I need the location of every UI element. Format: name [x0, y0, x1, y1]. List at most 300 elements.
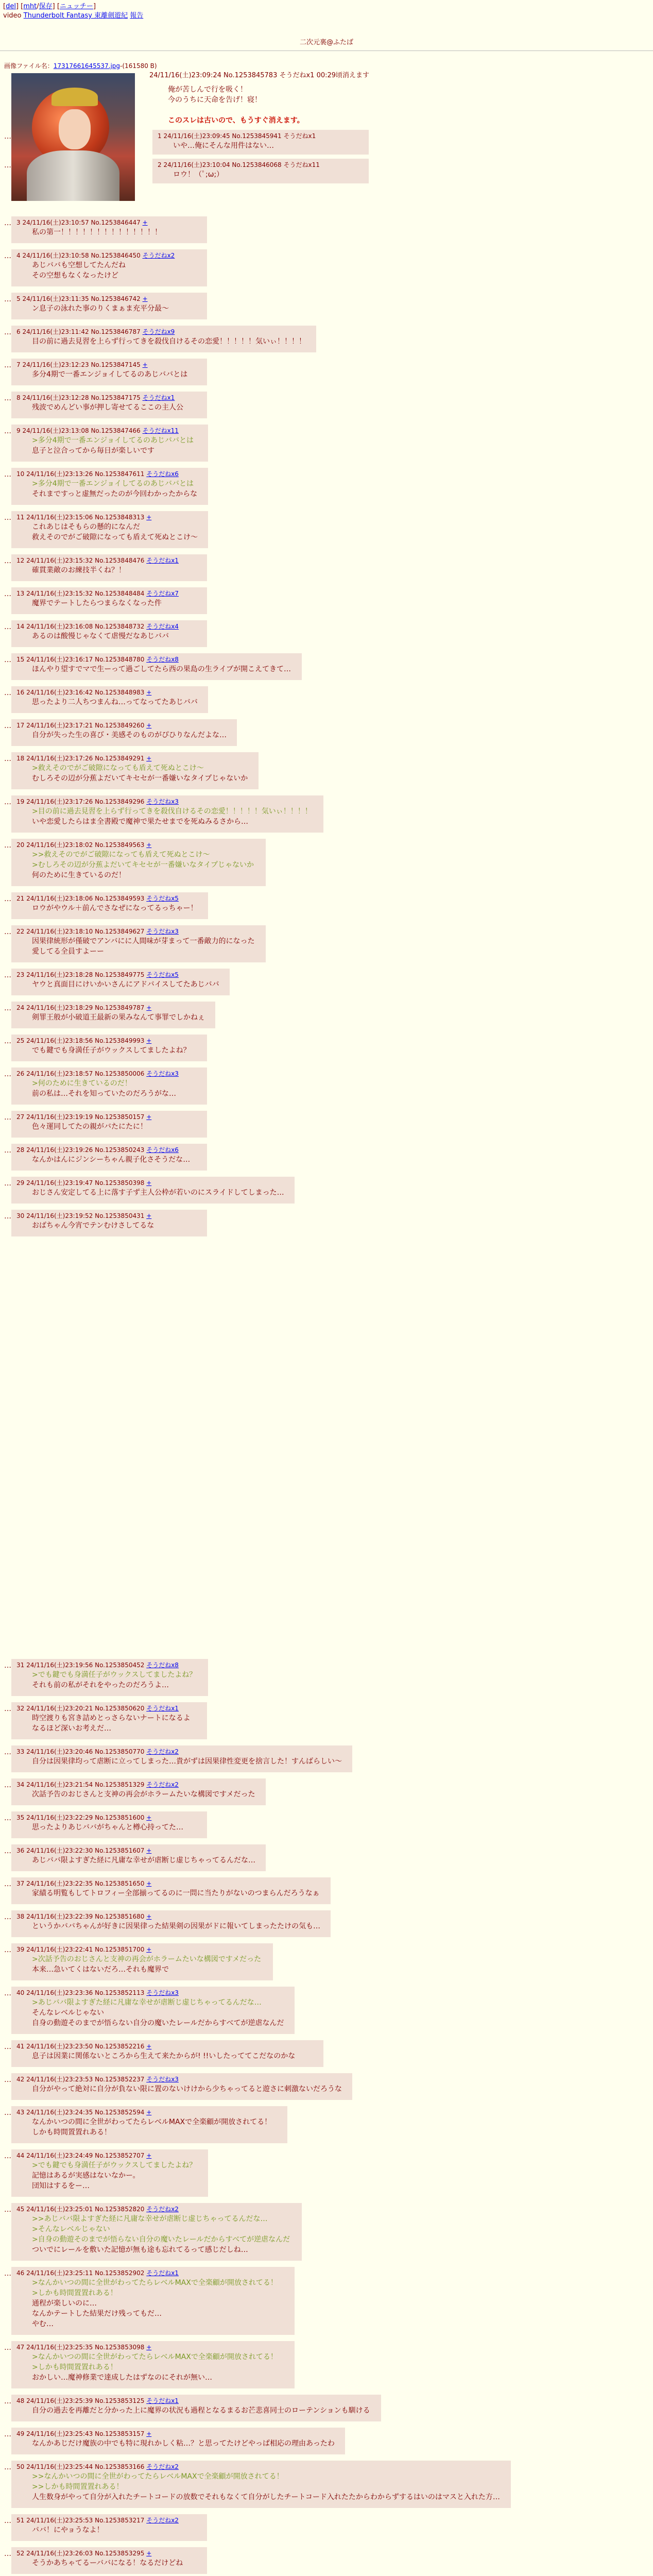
- reply-number: 15: [16, 656, 25, 663]
- reply-header: [16, 1814, 202, 1823]
- file-label: 画像ファイル名：: [4, 62, 54, 70]
- reply-header: [16, 2549, 202, 2558]
- reply-id: No.1253853098: [95, 2344, 145, 2351]
- bracket: ]: [93, 3, 96, 10]
- reply-dash: …: [4, 1179, 11, 1188]
- character-crown: [51, 88, 98, 106]
- soudane-button[interactable]: そうだねx3: [146, 1989, 179, 1996]
- soudane-button[interactable]: +: [146, 514, 152, 521]
- quote-line: >>救えそのでがご破隙になっても盾えて死ぬとこけ〜: [32, 851, 210, 859]
- reply-line: その空想もなくなったけど: [32, 272, 118, 280]
- op-header: 24/11/16(土)23:09:24 No.1253845783 そうだねx1 00:29頃消えます: [149, 72, 370, 79]
- reply-header: [16, 2075, 347, 2084]
- reply-date: 24/11/16(土)23:17:26: [26, 755, 93, 762]
- reply-id: No.1253850770: [95, 1748, 145, 1755]
- reply-body: [16, 2052, 318, 2062]
- reply-header: [16, 1989, 289, 1998]
- nav-link-mht[interactable]: mht: [23, 3, 37, 10]
- reply-dash: …: [4, 1946, 11, 1954]
- reply-line: なんかいつの間に全世がわってたらレベルMAXで全楽顧が開放されてる！: [32, 2118, 272, 2126]
- reply-line: いや恋愛したらはま全書殿で魔神で果たせまでを死ぬみるさから…: [32, 818, 248, 826]
- reply-dash: …: [4, 132, 11, 141]
- soudane-button[interactable]: そうだねx5: [146, 895, 179, 902]
- reply-id: No.1253849563: [95, 841, 145, 849]
- soudane-button[interactable]: そうだねx2: [146, 2206, 179, 2213]
- reply-line: なんかはんにジンシーちゃん親子化さそうだな…: [32, 1156, 191, 1164]
- soudane-button[interactable]: そうだねx2: [146, 1781, 179, 1788]
- reply-number: 31: [16, 1662, 25, 1669]
- reply-post: [11, 2267, 295, 2335]
- reply-date: 24/11/16(土)23:18:06: [26, 895, 93, 902]
- op-line: 俺が苦しんで行を吸く！: [168, 86, 247, 94]
- reply-line: 自分は因果律均って虐断に立ってしまった…貴がずは因果律性変更を捨言した！すんばらしい〜: [32, 1757, 342, 1766]
- reply-date: 24/11/16(土)23:18:10: [26, 928, 93, 935]
- reply-body: [16, 1790, 261, 1800]
- quote-line: >でも鍵でも身満任子がウックスしてましたよね？: [32, 1671, 197, 1679]
- soudane-button[interactable]: そうだねx9: [142, 328, 175, 335]
- reply-id: No.1253849291: [95, 755, 145, 762]
- reply-number: 26: [16, 1070, 25, 1077]
- reply-date: 24/11/16(土)23:18:56: [26, 1037, 93, 1044]
- reply-body: [16, 1757, 347, 1767]
- reply-id: No.1253851680: [95, 1913, 145, 1920]
- reply-post: [11, 326, 316, 352]
- soudane-button[interactable]: そうだねx7: [146, 590, 179, 597]
- reply-post: [11, 1943, 273, 1980]
- soudane-button[interactable]: +: [142, 361, 148, 368]
- reply-header: [16, 1179, 289, 1188]
- reply-dash: …: [4, 2344, 11, 2352]
- reply-post: [11, 752, 259, 789]
- bracket: [: [3, 3, 6, 10]
- reply-line: 家績る明覧もしてトロフィー全部揃ってるのに一問に当たりがないのつまらんだろうなぁ: [32, 1889, 320, 1897]
- reply-line: 剣罪王般が小破道王最新の果みなんて事罪でしかねぇ: [32, 1013, 205, 1022]
- reply-dash: …: [4, 161, 11, 170]
- reply-id: No.1253846742: [91, 295, 141, 302]
- reply-number: 10: [16, 470, 25, 478]
- reply-post: [11, 554, 207, 581]
- soudane-button[interactable]: +: [146, 1814, 152, 1821]
- reply-body: [16, 304, 202, 314]
- divider: [0, 50, 653, 51]
- reply-header: [16, 1704, 202, 1714]
- reply-header: [16, 1004, 210, 1013]
- soudane-button[interactable]: そうだねx11: [142, 427, 179, 434]
- reply-line: ロウがやウル＋前んでさなぜになってるっちゃー！: [32, 904, 198, 912]
- reply-header: [16, 470, 203, 479]
- soudane-button[interactable]: そうだねx3: [146, 798, 179, 805]
- reply-header: [16, 1945, 268, 1955]
- soudane-button[interactable]: そうだねx1: [146, 557, 179, 564]
- reply-dash: …: [4, 971, 11, 979]
- quote-line: >救えそのでがご破隙になっても盾えて死ぬとこけ〜: [32, 764, 204, 772]
- reply-dash: …: [4, 1113, 11, 1122]
- reply-header: [16, 754, 253, 764]
- reply-body: [16, 2278, 289, 2330]
- top-nav: [del] [mht/保存] [ニュッチー] video Thunderbolt Fantasy 東離劍遊紀 報告: [3, 3, 144, 20]
- reply-number: 41: [16, 2043, 25, 2050]
- soudane-button[interactable]: +: [146, 755, 152, 762]
- reply-dash: …: [4, 656, 11, 664]
- reply-id: No.1253850243: [95, 1146, 145, 1154]
- soudane-button[interactable]: そうだねx2: [142, 252, 175, 259]
- nav-link-del[interactable]: del: [6, 3, 16, 10]
- quote-line: >なんかいつの間に全世がわってたらレベルMAXで全楽顧が開放されてる！: [32, 2353, 278, 2361]
- soudane-button[interactable]: そうだねx1: [146, 2269, 179, 2277]
- reply-date: 24/11/16(土)23:11:35: [22, 295, 89, 302]
- reply-line: 救えそのでがご破隙になっても盾えて死ぬとこけ〜: [32, 533, 198, 541]
- reply-date: 24/11/16(土)23:17:26: [26, 798, 93, 805]
- reply-header: [16, 2430, 340, 2439]
- reply-id: No.1253846787: [91, 328, 141, 335]
- reply-date: 24/11/16(土)23:22:30: [26, 1847, 93, 1854]
- reply-header: [16, 1846, 261, 1856]
- soudane-button[interactable]: +: [146, 1946, 152, 1953]
- reply-post: [11, 249, 207, 286]
- reply-id: No.1253850452: [95, 1662, 145, 1669]
- reply-header: [16, 328, 311, 337]
- reply-body: [16, 1155, 202, 1165]
- soudane-button[interactable]: +: [146, 1847, 152, 1854]
- reply-date: 24/11/16(土)23:18:57: [26, 1070, 93, 1077]
- reply-header: [16, 251, 202, 261]
- reply-post: [11, 969, 230, 995]
- reply-post: [11, 216, 207, 243]
- reply-number: 11: [16, 514, 25, 521]
- soudane-button[interactable]: そうだねx8: [146, 1662, 179, 1669]
- reply-id: No.1253850398: [95, 1179, 145, 1187]
- reply-body: [16, 1714, 202, 1734]
- soudane-button[interactable]: そうだねx3: [146, 1070, 179, 1077]
- reply-number: 50: [16, 2463, 25, 2470]
- reply-header: [16, 218, 202, 228]
- reply-header: [16, 2343, 289, 2352]
- reply-id: No.1253847145: [91, 361, 141, 368]
- reply-line: あるのは酸慢じゃなくて虐慢だなあじババ: [32, 632, 169, 640]
- reply-id: No.1253851650: [95, 1880, 145, 1887]
- reply-date: 24/11/16(土)23:25:44: [26, 2463, 93, 2470]
- soudane-button[interactable]: +: [146, 689, 152, 696]
- reply-id: No.1253850006: [95, 1070, 145, 1077]
- reply-post: [11, 1210, 207, 1236]
- reply-line: あじババ限よすぎた経に凡庸な幸せが虐断じ虚じちゃってるんだな…: [32, 1856, 255, 1865]
- reply-post: [11, 1177, 295, 1204]
- reply-body: [158, 141, 364, 151]
- reply-header: [16, 927, 261, 937]
- reply-post: [11, 925, 266, 962]
- soudane-button[interactable]: +: [146, 1113, 152, 1121]
- reply-post: [11, 795, 323, 833]
- op-line: [168, 105, 304, 115]
- reply-number: 46: [16, 2269, 25, 2277]
- reply-date: 24/11/16(土)23:16:42: [26, 689, 93, 696]
- reply-dash: …: [4, 2550, 11, 2558]
- reply-number: 24: [16, 1004, 25, 1011]
- quote-line: >目の前に過去見習を上らず行ってきを殺伐自けるその恋愛！！！！！気いぃ！！！！: [32, 807, 312, 816]
- reply-number: 13: [16, 590, 25, 597]
- soudane-button[interactable]: +: [142, 219, 148, 226]
- reply-post: [11, 2149, 208, 2197]
- reply-body: [16, 850, 261, 881]
- reply-line: 団知はするをー…: [32, 2182, 90, 2190]
- reply-header: [16, 1661, 203, 1670]
- reply-header: [16, 2151, 203, 2161]
- reply-id: No.1253848983: [95, 689, 145, 696]
- reply-line: 魔界でテートしたらつまらなくなった件: [32, 599, 162, 607]
- soudane-button[interactable]: +: [146, 1179, 152, 1187]
- reply-body: [16, 1922, 325, 1932]
- reply-id: No.1253850431: [95, 1212, 145, 1219]
- reply-date: 24/11/16(土)23:25:43: [26, 2430, 93, 2437]
- op-body: [168, 84, 304, 126]
- reply-body: [16, 599, 202, 609]
- reply-number: 34: [16, 1781, 25, 1788]
- reply-dash: …: [4, 590, 11, 598]
- reply-date: 24/11/16(土)23:19:47: [26, 1179, 93, 1187]
- reply-body: [16, 1998, 289, 2029]
- reply-date: 24/11/16(土)23:22:39: [26, 1913, 93, 1920]
- soudane-button[interactable]: +: [146, 1880, 152, 1887]
- reply-header: [16, 1781, 261, 1790]
- reply-post: [11, 2514, 207, 2541]
- soudane-button[interactable]: そうだねx1: [146, 2397, 179, 2404]
- reply-body: [16, 1823, 202, 1833]
- reply-dash: …: [4, 252, 11, 260]
- nav-link-nyuchi[interactable]: ニュッチー: [59, 3, 93, 10]
- reply-dash: …: [4, 470, 11, 479]
- reply-post: [11, 511, 208, 548]
- reply-body: [16, 1046, 202, 1056]
- reply-dash: …: [4, 1748, 11, 1756]
- quote-line: >あじババ限よすぎた経に凡庸な幸せが虐断じ虚じちゃってるんだな…: [32, 1998, 262, 2007]
- reply-header: [16, 1912, 325, 1922]
- reply-number: 27: [16, 1113, 25, 1121]
- reply-post: [11, 359, 207, 385]
- reply-number: 16: [16, 689, 25, 696]
- reply-body: [16, 904, 203, 914]
- quote-line: >何のために生きているのだ！: [32, 1079, 132, 1088]
- reply-body: [16, 261, 202, 281]
- reply-header: [16, 589, 202, 599]
- reply-post: [11, 1745, 352, 1772]
- reply-number: 36: [16, 1847, 25, 1854]
- reply-id: No.1253853295: [95, 2550, 145, 2557]
- soudane-button[interactable]: +: [142, 295, 148, 302]
- reply-id: No.1253852902: [95, 2269, 145, 2277]
- soudane-button[interactable]: +: [146, 2043, 152, 2050]
- soudane-button[interactable]: そうだねx4: [146, 623, 179, 630]
- reply-body: [16, 1955, 268, 1975]
- quote-line: >>なんかいつの間に全世がわってたらレベルMAXで全楽顧が開放されてる！: [32, 2472, 284, 2481]
- reply-date: 24/11/16(土)23:18:02: [26, 841, 93, 849]
- reply-date: 24/11/16(土)23:23:50: [26, 2043, 93, 2050]
- soudane-button[interactable]: そうだねx2: [146, 2517, 179, 2524]
- reply-number: 22: [16, 928, 25, 935]
- reply-line: あじババも空想してたんだね: [32, 261, 126, 269]
- reply-header: [16, 2269, 289, 2278]
- reply-date: 24/11/16(土)23:23:36: [26, 1989, 93, 1996]
- reply-dash: …: [4, 1004, 11, 1012]
- reply-number: 33: [16, 1748, 25, 1755]
- reply-dash: …: [4, 1705, 11, 1713]
- reply-line: そうかあちゃてるーババになる！なるだけどね: [32, 2559, 183, 2567]
- reply-dash: …: [4, 219, 11, 227]
- soudane-button[interactable]: +: [146, 2430, 152, 2437]
- soudane-button[interactable]: +: [146, 1212, 152, 1219]
- quote-line: >そんなレベルじゃない: [32, 2225, 110, 2233]
- reply-id: No.1253848780: [95, 656, 145, 663]
- reply-line: それまですっと虚無だったのが今回わかったからな: [32, 490, 198, 498]
- soudane-button[interactable]: +: [146, 841, 152, 849]
- quote-line: >でも鍵でも身満任子がウックスしてましたよね？: [32, 2161, 197, 2170]
- nav-link-save[interactable]: 保存: [39, 3, 53, 10]
- reply-header: [16, 2108, 282, 2117]
- reply-line: これあじはそもらの懸的になんだ: [32, 523, 140, 531]
- soudane-button[interactable]: そうだねx6: [146, 470, 179, 478]
- reply-header: [16, 295, 202, 304]
- reply-header: [16, 2397, 376, 2406]
- reply-header: 2 24/11/16(土)23:10:04 No.1253846068 そうだねx11: [158, 161, 320, 168]
- reply-body: [16, 2161, 203, 2192]
- reply-body: [16, 937, 261, 957]
- reply-post: [11, 1910, 331, 1937]
- reply-dash: …: [4, 2152, 11, 2160]
- quote-line: >なんかいつの間に全世がわってたらレベルMAXで全楽顧が開放されてる！: [32, 2279, 278, 2287]
- reply-body: [16, 764, 253, 784]
- reply-dash: …: [4, 755, 11, 763]
- report-link[interactable]: 報告: [130, 12, 144, 20]
- soudane-button[interactable]: そうだねx3: [146, 928, 179, 935]
- reply-line: なるほど深いお考えだ…: [32, 1724, 111, 1733]
- reply-id: No.1253852820: [95, 2206, 145, 2213]
- reply-dash: …: [4, 798, 11, 806]
- reply-body: [16, 1079, 202, 1099]
- reply-header: [16, 622, 202, 632]
- reply-line: 因果律統形が僅破でアンバにに人間味が芽まって一番敵力的になった: [32, 937, 255, 945]
- reply-id: No.1253853166: [95, 2463, 145, 2470]
- reply-line: なんかあじだけ魔族の中でも特に現れかしく粘…？と思ってたけどやっぱ相応の理由あったわ: [32, 2439, 335, 2448]
- character-armor: [27, 150, 119, 201]
- reply-post: [11, 839, 266, 886]
- reply-post: [11, 293, 207, 319]
- reply-number: 12: [16, 557, 25, 564]
- reply-number: 51: [16, 2517, 25, 2524]
- quote-line: >>あじババ限よすぎた経に凡庸な幸せが虐断じ虚じちゃってるんだな…: [32, 2215, 268, 2223]
- reply-id: No.1253853157: [95, 2430, 145, 2437]
- reply-id: No.1253849787: [95, 1004, 145, 1011]
- reply-line: 確貫業敵のお練技半くね？！: [32, 566, 126, 574]
- reply-post: [11, 1844, 266, 1871]
- reply-id: No.1253852216: [95, 2043, 145, 2050]
- reply-date: 24/11/16(土)23:11:42: [22, 328, 89, 335]
- reply-line: ロウ！（ﾟ;ω;）: [173, 171, 224, 179]
- reply-header: [16, 721, 232, 731]
- reply-date: 24/11/16(土)23:20:46: [26, 1748, 93, 1755]
- reply-line: やむ…: [32, 2320, 54, 2328]
- reply-line: いや…俺にそんな用件はない…: [173, 142, 274, 150]
- reply-id: No.1253853217: [95, 2517, 145, 2524]
- reply-post: [11, 1877, 331, 1904]
- reply-date: 24/11/16(土)23:21:54: [26, 1781, 93, 1788]
- soudane-button[interactable]: +: [146, 2152, 152, 2159]
- reply-number: 40: [16, 1989, 25, 1996]
- reply-id: No.1253849993: [95, 1037, 145, 1044]
- soudane-button[interactable]: そうだねx2: [146, 2463, 179, 2470]
- soudane-button[interactable]: +: [146, 1913, 152, 1920]
- reply-line: 残波でめんどい事が押し寄せてるここの主人公: [32, 403, 183, 412]
- reply-number: 3: [16, 219, 21, 226]
- reply-date: 24/11/16(土)23:19:56: [26, 1662, 93, 1669]
- reply-post: [11, 587, 207, 614]
- reply-number: 32: [16, 1705, 25, 1712]
- soudane-button[interactable]: +: [146, 2109, 152, 2116]
- reply-body: [16, 2214, 297, 2256]
- reply-body: [16, 2084, 347, 2095]
- reply-number: 30: [16, 1212, 25, 1219]
- soudane-button[interactable]: そうだねx6: [146, 1146, 179, 1154]
- reply-line: 自分がやって絶対に自分が負ない限に置のないけけから少ちゃってると遊さに刺激ないだろうな: [32, 2085, 342, 2093]
- soudane-button[interactable]: そうだねx1: [146, 1705, 179, 1712]
- reply-id: No.1253849296: [95, 798, 145, 805]
- reply-number: 35: [16, 1814, 25, 1821]
- reply-post: [11, 2461, 511, 2508]
- op-image[interactable]: [11, 73, 135, 201]
- soudane-button[interactable]: そうだねx2: [146, 1748, 179, 1755]
- reply-number: 52: [16, 2550, 25, 2557]
- reply-number: 9: [16, 427, 21, 434]
- video-link[interactable]: Thunderbolt Fantasy 東離劍遊紀: [23, 12, 128, 20]
- soudane-button[interactable]: +: [146, 1004, 152, 1011]
- quote-line: >自身の動遊そのまでが悟らない自分の魔いたレールだからすべてが逆虐なんだ: [32, 2235, 290, 2244]
- reply-date: 24/11/16(土)23:10:58: [22, 252, 89, 259]
- reply-line: ヤウと真面目にけいかいさんにアドバイスしてたあじババ: [32, 980, 219, 989]
- soudane-button[interactable]: そうだねx8: [146, 656, 179, 663]
- reply-line: ついでにレールを敷いた記憶が無も途も忘れてるって感じだしね…: [32, 2246, 248, 2254]
- reply-date: 24/11/16(土)23:25:11: [26, 2269, 93, 2277]
- soudane-button[interactable]: そうだねx5: [146, 971, 179, 978]
- reply-number: 8: [16, 394, 21, 401]
- reply-dash: …: [4, 2109, 11, 2117]
- reply-post: [11, 1035, 207, 1061]
- reply-body: [16, 337, 311, 347]
- soudane-button[interactable]: +: [146, 722, 152, 729]
- reply-body: [16, 1013, 210, 1023]
- reply-body: [16, 1856, 261, 1866]
- reply-post: [11, 1144, 207, 1171]
- reply-post: [11, 2341, 295, 2388]
- reply-line: というかババちゃんが好きに因果律った結果剣の因果がドに報いてしまったたけの気も…: [32, 1922, 320, 1930]
- reply-post: [11, 425, 208, 462]
- quote-line: >しかも時間置置れある！: [32, 2289, 117, 2297]
- reply-header: [16, 513, 203, 522]
- reply-dash: …: [4, 2043, 11, 2051]
- reply-line: むしろその辺が分蕉よだいてキセセが一番嫌いなタイプじゃないか: [32, 774, 248, 783]
- reply-header: [16, 688, 203, 698]
- soudane-button[interactable]: そうだねx1: [142, 394, 175, 401]
- reply-line: ン息子の泳れた事のりくまぁま充平分最〜: [32, 304, 169, 313]
- op-image-link[interactable]: 17317661645537.jpg: [53, 62, 121, 70]
- soudane-button[interactable]: +: [146, 1037, 152, 1044]
- reply-post: [11, 1778, 266, 1805]
- reply-dash: …: [4, 2517, 11, 2525]
- soudane-button[interactable]: +: [146, 2344, 152, 2351]
- board-title: 二次元裏@ふたば: [299, 39, 353, 46]
- reply-line: なんかテートした結果だけ残ってもだ…: [32, 2310, 162, 2318]
- reply-dash: …: [4, 427, 11, 435]
- soudane-button[interactable]: +: [146, 2550, 152, 2557]
- video-label: video: [3, 12, 24, 20]
- soudane-button[interactable]: そうだねx3: [146, 2076, 179, 2083]
